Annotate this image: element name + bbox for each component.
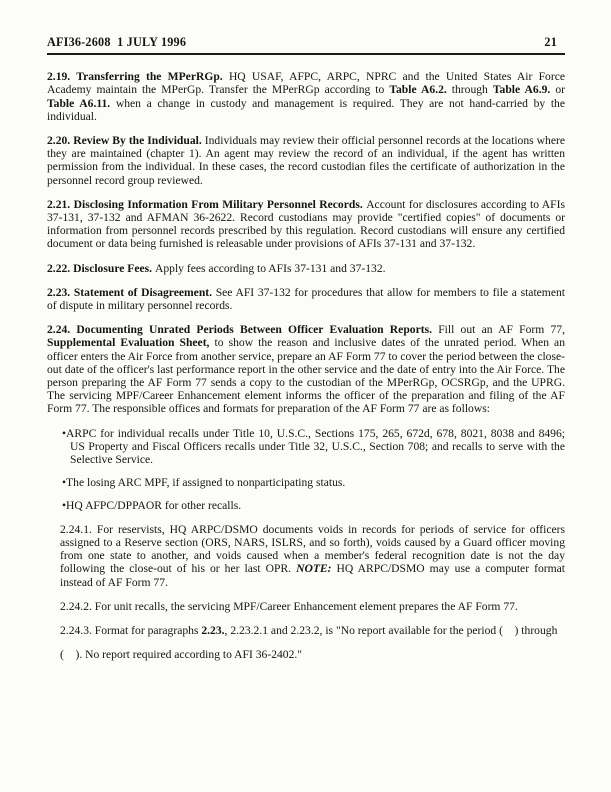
document-body: [47, 70, 565, 661]
text-run: , 2.23.2.1 and 2.23.2, is "No report available for the period ( ) through: [224, 623, 558, 637]
text-run: 2.19. Transferring the MPerRGp.: [47, 70, 229, 84]
paragraph: [60, 648, 565, 661]
text-run: 2.20. Review By the Individual.: [47, 134, 205, 148]
document-id: AFI36-2608 1 JULY 1996: [47, 35, 187, 49]
text-run: •HQ AFPC/DPPAOR for other recalls.: [62, 499, 242, 513]
paragraph: [47, 70, 565, 123]
text-run: Apply fees according to AFIs 37-131 and 37-132.: [154, 261, 386, 275]
paragraph: [47, 323, 565, 415]
text-run: 2.22. Disclosure Fees.: [47, 261, 155, 275]
text-run: 2.24. Documenting Unrated Periods Between Officer Evaluation Reports.: [47, 323, 439, 337]
text-run: Fill out an AF Form 77,: [438, 323, 565, 337]
text-run: HQ USAF, AFPC, ARPC, NPRC and the United States Air Force Academy maintain the MPerGp. Transfer the MPerRGp according to: [47, 70, 566, 97]
text-run: Individuals may review their official personnel records at the locations where they are maintained (chapter 1). An agent may review the record of an individual, if the agent has written permission from the individual. In these cases, the record custodian files the certificate of authorization in the personnel record group reviewed.: [47, 134, 565, 187]
page-header: [47, 36, 565, 49]
text-run: HQ ARPC/DSMO may use a computer format instead of AF Form 77.: [60, 562, 565, 589]
text-run: 2.24.3. Format for paragraphs: [60, 623, 202, 637]
paragraph: [47, 134, 565, 187]
paragraph: [60, 600, 565, 613]
paragraph: [60, 624, 565, 637]
text-run: 2.21. Disclosing Information From Military Personnel Records.: [47, 197, 367, 211]
text-run: Table A6.9.: [492, 83, 551, 97]
paragraph: [62, 476, 565, 489]
text-run: to show the reason and inclusive dates of the unrated period. When an officer enters the Air Force from another service, prepare an AF Form 77 to cover the period between the close-out date of the officer's last performance report in the other service and the date of entry into the Air Force. The person preparing the AF Form 77 sends a copy to the custodian of the MPerRGp, OCSRGp, and the UPRG. The servicing MPF/Career Enhancement element informs the officer of the preparation and filing of the AF Form 77. The responsible offices and formats for preparation of the AF Form 77 are as follows:: [47, 336, 565, 416]
header-rule: [47, 53, 565, 55]
paragraph: [47, 286, 565, 312]
text-run: •The losing ARC MPF, if assigned to nonparticipating status.: [62, 476, 346, 490]
text-run: ( ). No report required according to AFI 36-2402.": [60, 648, 303, 662]
text-run: when a change in custody and management is required. They are not hand-carried by the individual.: [47, 96, 565, 123]
text-run: Table A6.11.: [47, 96, 111, 110]
paragraph: [62, 427, 565, 467]
paragraph: [47, 198, 565, 251]
text-run: 2.23. Statement of Disagreement.: [47, 285, 216, 299]
text-run: NOTE:: [296, 562, 332, 576]
text-run: See AFI 37-132 for procedures that allow for members to file a statement of dispute in military personnel records.: [47, 285, 565, 313]
text-run: •ARPC for individual recalls under Title 10, U.S.C., Sections 175, 265, 672d, 678, 8021, 8038 and 8496; US Property and Fiscal Officers recalls under Title 32, U.S.C., Section 708; and recalls to serve with the Selective Service.: [62, 426, 565, 467]
text-run: 2.24.1. For reservists, HQ ARPC/DSMO documents voids in records for periods of service for officers assigned to a Reserve section (ORS, NARS, ISLRS, and so forth), voids caused by a Guard officer moving from one state to another, and voids caused when a member's federal recognition date is not the day following the close-out of his or her last OPR.: [60, 522, 565, 576]
text-run: Table A6.2.: [389, 83, 447, 97]
paragraph: [60, 523, 565, 589]
paragraph: [47, 262, 565, 275]
text-run: Account for disclosures according to AFIs 37-131, 37-132 and AFMAN 36-2622. Record custodians may provide "certified copies" of documents or information from personnel records prescribed by this regulation. Record custodians will ensure any certified document or data being furnished is releasable under provisions of AFIs 37-131 and 37-132.: [47, 197, 566, 251]
page-number: 21: [544, 35, 557, 49]
text-run: Supplemental Evaluation Sheet,: [47, 336, 210, 350]
text-run: 2.24.2. For unit recalls, the servicing MPF/Career Enhancement element prepares the AF Form 77.: [60, 599, 518, 613]
text-run: or: [550, 83, 565, 97]
text-run: 2.23.: [201, 623, 225, 637]
text-run: through: [446, 83, 493, 97]
paragraph: [62, 499, 565, 512]
